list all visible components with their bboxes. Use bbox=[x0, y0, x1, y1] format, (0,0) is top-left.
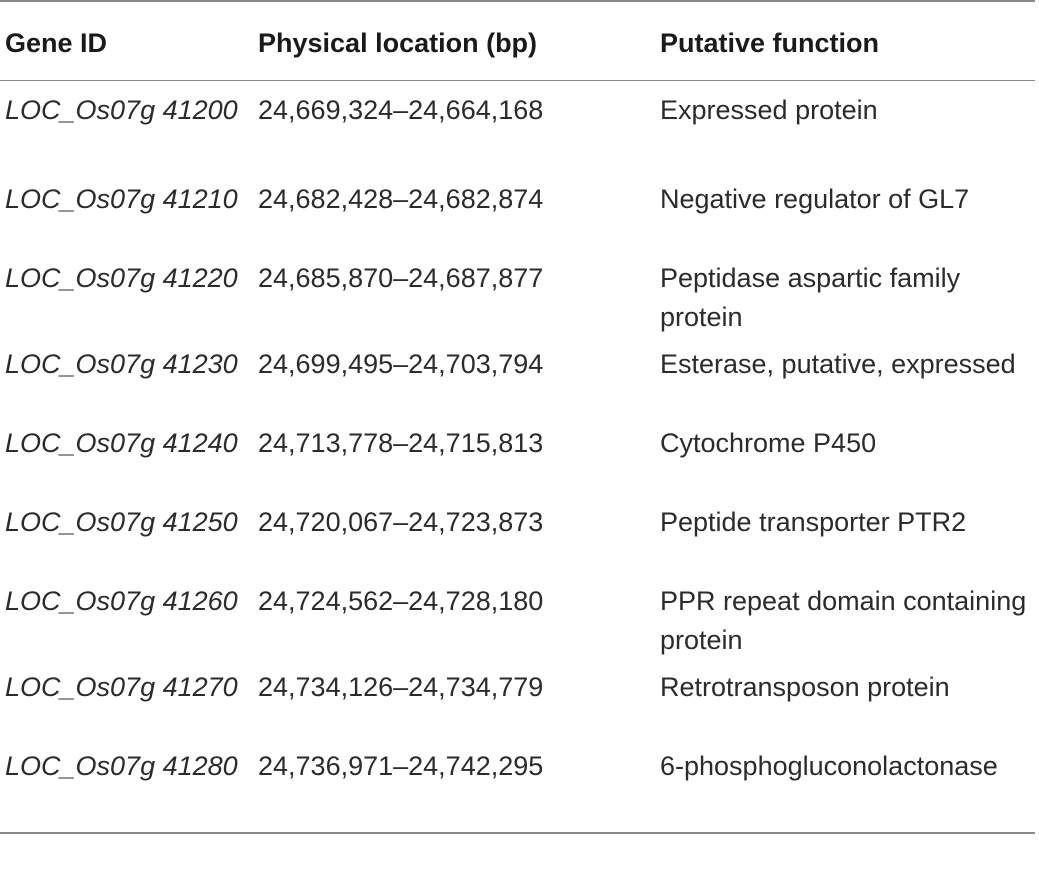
table-row bbox=[0, 420, 1035, 499]
location-cell: 24,720,067–24,723,873 bbox=[258, 506, 544, 537]
gene-id-cell: LOC_Os07g 41230 bbox=[5, 348, 238, 379]
gene-id-cell: LOC_Os07g 41250 bbox=[5, 506, 238, 537]
gene-id-cell: LOC_Os07g 41270 bbox=[5, 671, 238, 702]
location-cell: 24,736,971–24,742,295 bbox=[258, 743, 660, 833]
gene-id-cell: LOC_Os07g 41260 bbox=[5, 585, 238, 616]
header-physical-location: Physical location (bp) bbox=[258, 1, 660, 81]
header-gene-id: Gene ID bbox=[0, 1, 258, 81]
function-cell: Cytochrome P450 bbox=[660, 427, 877, 458]
function-cell: 6-phosphogluconolactonase bbox=[660, 743, 1035, 833]
table-row bbox=[0, 176, 1035, 255]
location-cell: 24,699,495–24,703,794 bbox=[258, 348, 544, 379]
table-row bbox=[0, 81, 1035, 176]
function-cell: Negative regulator of GL7 bbox=[660, 183, 970, 214]
header-putative-function: Putative function bbox=[660, 1, 1035, 81]
table-body bbox=[0, 81, 1035, 833]
header-row bbox=[0, 1, 1035, 81]
gene-id-cell: LOC_Os07g 41200 bbox=[5, 95, 238, 125]
table-row bbox=[0, 499, 1035, 578]
table-row bbox=[0, 341, 1035, 420]
function-cell: Peptidase aspartic family protein bbox=[660, 262, 961, 332]
function-cell: Esterase, putative, expressed bbox=[660, 348, 1016, 379]
function-cell: Retrotransposon protein bbox=[660, 671, 950, 702]
table-row bbox=[0, 578, 1035, 664]
function-cell: Expressed protein bbox=[660, 95, 878, 125]
gene-id-cell: LOC_Os07g 41240 bbox=[5, 427, 238, 458]
location-cell: 24,669,324–24,664,168 bbox=[258, 95, 544, 125]
gene-id-cell: LOC_Os07g 41280 bbox=[0, 743, 258, 833]
table-row bbox=[0, 664, 1035, 743]
table-header bbox=[0, 1, 1035, 81]
table-row bbox=[0, 743, 1035, 833]
table-row bbox=[0, 255, 1035, 341]
location-cell: 24,724,562–24,728,180 bbox=[258, 585, 544, 616]
location-cell: 24,682,428–24,682,874 bbox=[258, 183, 544, 214]
location-cell: 24,734,126–24,734,779 bbox=[258, 671, 544, 702]
location-cell: 24,685,870–24,687,877 bbox=[258, 262, 544, 293]
gene-id-cell: LOC_Os07g 41210 bbox=[5, 183, 238, 214]
function-cell: Peptide transporter PTR2 bbox=[660, 506, 967, 537]
location-cell: 24,713,778–24,715,813 bbox=[258, 427, 544, 458]
function-cell: PPR repeat domain containing protein bbox=[660, 585, 1027, 655]
gene-id-cell: LOC_Os07g 41220 bbox=[5, 262, 238, 293]
